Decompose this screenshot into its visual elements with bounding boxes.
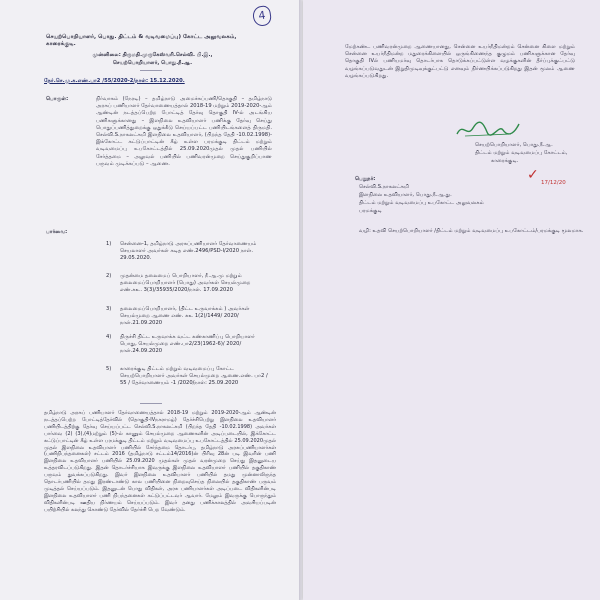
signatory-place: காரைக்குடி. — [491, 158, 519, 164]
recipient-place: பரமக்குடி — [359, 208, 382, 214]
reference-text: தலைமைப்பொறியாளர், (திட்ட உருவாக்கம் ) அவர்கள் செயல்முறை ஆணை எண். கஉ 1(2)/1449/ 2020/ நாள்.21.09.2020 — [120, 306, 250, 327]
reference-text: காரைக்குடி திட்டம் மற்றும் வடிவமைப்பு கோட்ட செயற்பொறியாளர் அவர்கள் செயல்முறை ஆணை.எண். பா2 / 55 / தேர்வாணையம் -1 /2020/நாள்: 25.09.2020 — [120, 366, 268, 387]
divider — [140, 70, 162, 71]
handwritten-date: 17/12/20 — [541, 180, 566, 186]
routing-copy-line: வழி: உதவி செயற்பொறியாளர் /திட்டம் மற்றும் வடிவமைப்பு உபகோட்டம்/பரமக்குடி மூலமாக. — [359, 228, 584, 234]
order-body-text: தமிழ்நாடு அரசுப் பணியாளர் தேர்வாணையத்தால் 2018-19 மற்றும் 2019-2020-ஆம் ஆண்டின் நடத்தப்பெற்ற போட்டித்தேர்வில் (தொகுதி-IVநகராமழ்) தேர்ச்சிபெற்று இளநிலை உதவியாளர் பணியிடத்திற்கு தேர்வு செய்யப்பட்ட செல்வி.S.நாகலட்சுமி (பிறந்த தேதி -10.02.1998) அவர்கள் பார்வை (2) (3),(4)மற்றும் (5)-ல் காணும் செயல்முறை ஆணைகளின் அடிப்படையில், இக்கோட்ட கட்டுப்பாட்டின் கீழ் உள்ள பரமக்குடி திட்டம் மற்றும் வடிவமைப்பு உபகோட்டத்தில் 25.09.2020முதல் முதல் இளநிலை உதவியாளர் பணியில் சேர்ந்தமை தொடர்பு, தமிழ்நாடு அரசுப்பணியாளர்கள் (பணிநிபந்தனைகள்) சட்டம் 2016 (தமிழ்நாடு சட்டம்14/2016)ன் பிரிவு 28ன் படி இவரின் பணி இளநிலை உதவியாளர் பணியில் 25.09.2020 முதல்கள் முதல் வரன்முறை செய்து இதனுடைய உத்தரவிடப்படுகிறது. இதன் தொடர்ச்சியாக இவருக்கு இளநிலை உதவியாளர் பணியில் தகுதிகாண் பருவம் துவக்கப்படுகிறது. இவர் இளநிலை உதவியாளர் பணியில் தமது முன்னாலிருந்த தொடர்பணியில் தமது இரண்டாண்டு கால பணியினை நிறைவுசெய்த நிலையில் தகுதிகாண் பருவம் முடித்தல் செய்யப்படும். இதனுடன் பொது விதிகள், அரசு பணியாளர்கள் அடிப்படை விதிகளின்படி இளநிலை உதவியாளர் பணி நிபந்தனைகள் கட்டுப்பட்டவர் ஆவார். மேலும் இவருக்கு பொருந்தும் விதிகளின்படி ஊதிய நிர்ணயம் செய்யப்படும். இவர் தனது பணிக்காலத்தில் அவசியப்படின் பயிற்சியில் கலந்து கொண்டு தேர்வில் தேர்ச்சி பெற வேண்டும். — [44, 410, 276, 513]
reference-number: 4) — [106, 334, 112, 340]
reference-item-5 — [106, 366, 276, 396]
presence-line-1: முன்னிலை: திருமதி.முருகேஸ்வரி.செல்வி. பி.இ., — [92, 52, 213, 58]
signatory-title: செயற்பொறியாளர், பொது.நீ.ஆ. — [475, 142, 553, 148]
approval-tick-mark: ✓ — [527, 167, 539, 183]
reference-number: 5) — [106, 366, 112, 372]
recipient-office: திட்டம் மற்றும் வடிவமைப்பு உபகோட்ட அலுவலகம் — [359, 200, 484, 206]
recipient-label: பெறுநர்: — [355, 176, 376, 182]
presence-line-2: செயற்பொறியாளர், பொது.நீ.ஆ. — [112, 60, 193, 66]
right-page — [303, 0, 600, 600]
reference-number: 2) — [106, 273, 112, 279]
reference-item-2 — [106, 273, 276, 303]
reference-text: திருச்சி திட்ட உருவாக்க வட்ட கண்காணிப்பு பொறியாளர் பொது, செயல்முறை எண்.பா2/23(1962-6)/ 2020/ நாள்.24.09.2020 — [120, 334, 255, 355]
reference-number: 1) — [106, 241, 112, 247]
reference-number: 3) — [106, 306, 112, 312]
order-reference: நேர்.செ.மு.க.எண்.பா2 /55/2020-2/நாள்: 15.12.2020. — [44, 78, 185, 84]
reference-item-1 — [106, 241, 276, 271]
signature-scribble — [453, 118, 523, 142]
continuation-paragraph: மேற்கண்ட பணிவரன்முறை ஆணையானது, சென்னை உயர்நீதிமன்றம் சென்னை கிளை மற்றும் சென்னை உயர்நீதிமன்ற மதுரைக்கிளையில் ஒருங்கிணைந்த குழுமம் பணிகளுக்கான தேர்வு தொகுதி IVல் பணியமர்வு தொடர்பாக தொடுக்கப்பட்டுள்ள வழக்குகளின் தீர்ப்புக்குட்பட்டு வழங்கப்படுவதுடன் இறுதிமுடிவுக்குட்பட்டு எனவும் நிர்ணயிக்கப்படுகிறது இதன் மூலம் ஆணை வழங்கப்படுகிறது. — [345, 44, 575, 79]
references-label: பார்வை: — [46, 229, 68, 235]
recipient-name: செல்வி.S.நாகலட்சுமி — [359, 184, 409, 190]
reference-item-4 — [106, 334, 276, 364]
reference-text: சென்னை-1, தமிழ்நாடு அரசுப்பணியாளர் தேர்வாணையம் செயலாளர் அவர்கள் கடித எண்.2496/PSD-I/2020 நாள். 29.05.2020. — [120, 241, 257, 262]
reference-item-3 — [106, 306, 276, 332]
subject-label: பொருள்: — [46, 96, 69, 102]
subject-text: நிர்வாகம் (நேரடி) – தமிழ்நாடு அமைச்சுப்பணி/தொகுதி – தமிழ்நாடு அரசுப் பணியாளர் தேர்வாணையத்தால் 2018-19 மற்றும் 2019-2020-ஆம் ஆண்டின் நடத்தப்பெற்ற போட்டித் தேர்வு தொகுதி IV-ல் அடங்கிய பணிகளுக்கானது – இளநிலை உதவியாளர் பணிக்கு தேர்வு செய்து பொதுப்பணித்துறைக்கு ஒதுக்கீடு செய்யப்பட்ட பணியிடங்களைத் திருமதி. செல்வி.S.நாகலட்சுமி இளநிலை உதவியாளர், (பிறந்த தேதி -10.02.1998)- இக்கோட்ட கட்டுப்பாட்டின் கீழ் உள்ள பரமக்குடி திட்டம் மற்றும் வடிவமைப்பு உபகோட்டத்தில் 25.09.2020முதல் முதல் பணியில் சேர்த்தமை – அலுவல் பணியில் பணிவரன்முறை செய்துகுறிப்பாண பருவம் முடிக்கப்படு – ஆணை. — [96, 96, 272, 167]
divider — [140, 403, 162, 404]
reference-text: முதன்மை தலைமைப் பொறியாளர், நீ.ஆ.மு மற்றும் தலைமைப்பொறியாளர் (பொது) அவர்கள் செயல்முறை எண்.கஉ. 3(3)/35935/2020/நாள். 17.09.2020 — [120, 273, 251, 294]
page-number-annotation: 4 — [252, 5, 273, 27]
signatory-office: திட்டம் மற்றும் வடிவமைப்பு கோட்டம், — [475, 150, 568, 156]
office-header: செயற்பொறியாளர், பொது. திட்டம் & வடிவமைப்பு) கோட்ட அலுவலகம், காரைக்குடி. — [46, 34, 237, 48]
recipient-designation: இளநிலை உதவியாளர், பொது.நீ.ஆ.து. — [359, 192, 452, 198]
